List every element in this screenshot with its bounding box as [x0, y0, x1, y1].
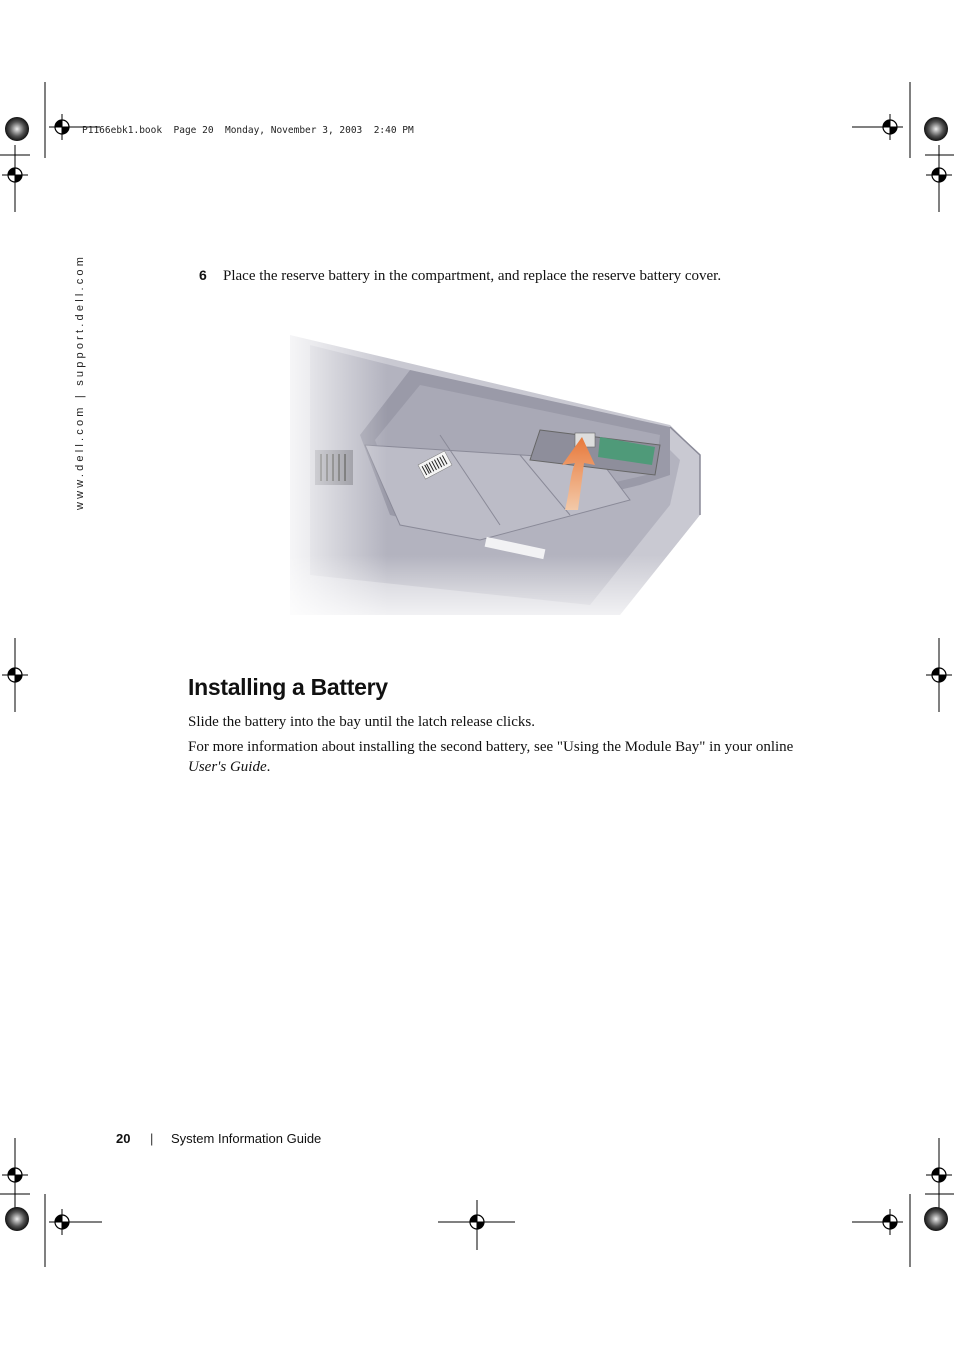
footer-separator: | [150, 1131, 154, 1146]
sidebar-url [74, 253, 90, 510]
print-slug: P1166ebk1.book Page 20 Monday, November 3, 2003 2:40 PM [82, 125, 414, 136]
page-number: 20 [116, 1131, 131, 1146]
sidebar-url-text: www.dell.com | support.dell.com [74, 253, 86, 510]
paragraph-more-info-end: . [266, 759, 271, 775]
footer-title: System Information Guide [171, 1131, 322, 1146]
users-guide-title: User's Guide [188, 759, 267, 775]
paragraph-more-info [188, 737, 808, 777]
paragraph-more-info-text: For more information about installing the second battery, see "Using the Module Bay" in your online [188, 739, 794, 755]
section-heading: Installing a Battery [188, 674, 388, 700]
step-number: 6 [199, 267, 207, 283]
step-text: Place the reserve battery in the compartment, and replace the reserve battery cover. [223, 268, 722, 284]
step-6 [199, 267, 819, 285]
battery-compartment-illustration [270, 315, 740, 635]
paragraph-slide-battery: Slide the battery into the bay until the latch release clicks. [188, 714, 535, 730]
